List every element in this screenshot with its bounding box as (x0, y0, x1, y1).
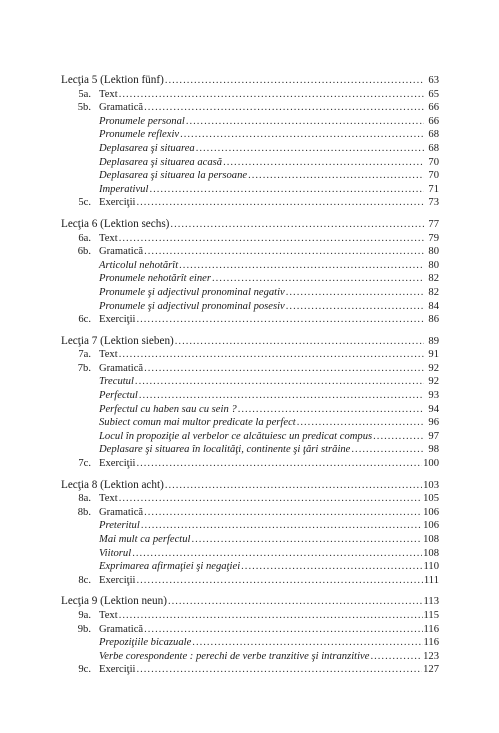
dot-leader (241, 560, 422, 574)
section-gap (61, 587, 439, 595)
toc-subsection-entry (61, 169, 439, 183)
toc-section-entry (61, 623, 439, 637)
toc-page-number: 80 (428, 246, 439, 258)
toc-page-number: 77 (428, 218, 439, 230)
toc-entry-number: 8c. (78, 574, 91, 586)
toc-page-number: 70 (428, 170, 439, 182)
toc-page-number: 66 (428, 115, 439, 127)
toc-entry-number: 8b. (77, 506, 91, 518)
toc-entry-title: Text (99, 609, 118, 621)
toc-subsection-entry (61, 183, 439, 197)
toc-subsection-entry (61, 416, 439, 430)
dot-leader (136, 313, 424, 327)
toc-entry-number: 7b. (77, 362, 91, 374)
dot-leader (144, 506, 422, 520)
toc-entry-number: 9b. (77, 623, 91, 635)
dot-leader (119, 232, 424, 246)
toc-page-number: 98 (428, 444, 439, 456)
toc-section-entry (61, 313, 439, 327)
toc-entry-title: Preteritul (99, 520, 140, 532)
toc-entry-title: Exprimarea afirmaţiei şi negaţiei (99, 561, 241, 573)
dot-leader (297, 416, 424, 430)
toc-subsection-entry (61, 142, 439, 156)
toc-subsection-entry (61, 389, 439, 403)
toc-entry-title: Lecţia 8 (Lektion acht) (61, 478, 164, 491)
dot-leader (136, 196, 424, 210)
toc-page-number: 123 (423, 650, 439, 662)
toc-page-number: 80 (428, 259, 439, 271)
dot-leader (119, 348, 424, 362)
toc-entry-title: Deplasarea şi situarea la persoane (99, 170, 248, 182)
toc-entry-title: Gramatică (99, 506, 144, 518)
toc-entry-title: Text (99, 88, 118, 100)
toc-entry-title: Lecţia 6 (Lektion sechs) (61, 217, 170, 230)
toc-entry-number: 8a. (78, 493, 91, 505)
toc-page-number: 105 (423, 493, 439, 505)
toc-entry-number: 7a. (78, 349, 91, 361)
toc-entry-number: 6a. (78, 232, 91, 244)
toc-page-number: 115 (423, 609, 439, 621)
dot-leader (165, 479, 422, 493)
toc-entry-title: Exerciţii (99, 574, 136, 586)
toc-page-number: 100 (423, 458, 439, 470)
dot-leader (170, 218, 424, 232)
toc-page-number: 94 (428, 403, 439, 415)
toc-entry-title: Exerciţii (99, 197, 136, 209)
toc-subsection-entry (61, 533, 439, 547)
dot-leader (139, 389, 424, 403)
toc-entry-title: Pronumele reflexiv (99, 129, 180, 141)
toc-entry-title: Viitorul (99, 547, 132, 559)
toc-page-number: 82 (428, 286, 439, 298)
dot-leader (135, 375, 424, 389)
toc-subsection-entry (61, 272, 439, 286)
toc-page-number: 92 (428, 362, 439, 374)
dot-leader (144, 362, 424, 376)
toc-entry-title: Perfectul cu haben sau cu sein ? (99, 403, 237, 415)
toc-page-number: 68 (428, 129, 439, 141)
toc-subsection-entry (61, 519, 439, 533)
toc-page-number: 113 (423, 596, 439, 608)
dot-leader (119, 492, 422, 506)
toc-entry-title: Gramatică (99, 246, 144, 258)
dot-leader (180, 128, 424, 142)
dot-leader (136, 574, 422, 588)
toc-page-number: 127 (423, 664, 439, 676)
toc-page-number: 93 (428, 390, 439, 402)
dot-leader (223, 156, 424, 170)
toc-page-number: 89 (428, 335, 439, 347)
toc-page-number: 96 (428, 417, 439, 429)
toc-entry-title: Exerciţii (99, 314, 136, 326)
toc-page-number: 84 (428, 300, 439, 312)
toc-subsection-entry (61, 443, 439, 457)
toc-page-number: 79 (428, 232, 439, 244)
toc-entry-title: Deplasare şi situarea în localităţi, continente şi ţări străine (99, 444, 351, 456)
toc-subsection-entry (61, 547, 439, 561)
toc-entry-title: Deplasarea şi situarea acasă (99, 156, 223, 168)
toc-section-entry (61, 232, 439, 246)
dot-leader (370, 650, 422, 664)
toc-entry-title: Pronumele personal (99, 115, 185, 127)
toc-entry-number: 9c. (78, 664, 91, 676)
toc-lesson-entry (61, 74, 439, 88)
dot-leader (119, 609, 423, 623)
toc-entry-number: 6b. (77, 246, 91, 258)
dot-leader (192, 636, 422, 650)
toc-entry-number: 7c. (78, 458, 91, 470)
toc-section-entry (61, 101, 439, 115)
toc-entry-number: 5b. (77, 102, 91, 114)
toc-entry-title: Mai mult ca perfectul (99, 534, 191, 545)
toc-page-number: 86 (428, 314, 439, 326)
toc-section-entry (61, 88, 439, 102)
toc-page-number: 106 (423, 506, 439, 518)
dot-leader (286, 300, 424, 314)
dot-leader (149, 183, 424, 197)
toc-section-entry (61, 574, 439, 588)
toc-subsection-entry (61, 636, 439, 650)
toc-entry-title: Subiect comun mai multor predicate la perfect (99, 417, 296, 429)
toc-entry-title: Locul în propoziţie al verbelor ce alcătuiesc un predicat compus (99, 430, 373, 442)
toc-entry-title: Perfectul (99, 390, 138, 402)
toc-entry-number: 6c. (78, 314, 91, 326)
toc-subsection-entry (61, 560, 439, 574)
toc-page-number: 91 (428, 349, 439, 361)
toc-page-number: 111 (423, 574, 439, 586)
toc-entry-title: Text (99, 493, 118, 505)
toc-lesson-entry (61, 479, 439, 493)
toc-entry-title: Exerciţii (99, 458, 136, 470)
toc-entry-title: Text (99, 232, 118, 244)
toc-section-entry (61, 492, 439, 506)
toc-subsection-entry (61, 259, 439, 273)
toc-subsection-entry (61, 650, 439, 664)
toc-page-number: 92 (428, 376, 439, 388)
toc-entry-number: 9a. (78, 609, 91, 621)
toc-entry-title: Gramatică (99, 362, 144, 374)
toc-page-number: 68 (428, 142, 439, 154)
toc-entry-number: 5c. (78, 197, 91, 209)
toc-entry-number: 5a. (78, 88, 91, 100)
toc-section-entry (61, 663, 439, 677)
toc-section-entry (61, 362, 439, 376)
toc-subsection-entry (61, 115, 439, 129)
dot-leader (351, 443, 424, 457)
toc-page-number: 82 (428, 273, 439, 285)
dot-leader (286, 286, 424, 300)
toc-section-entry (61, 245, 439, 259)
toc-section-entry (61, 348, 439, 362)
toc-section-entry (61, 457, 439, 471)
dot-leader (196, 142, 424, 156)
dot-leader (119, 88, 424, 102)
toc-entry-title: Lecţia 5 (Lektion fünf) (61, 74, 164, 86)
dot-leader (179, 259, 424, 273)
toc-subsection-entry (61, 403, 439, 417)
toc-entry-title: Gramatică (99, 623, 144, 635)
toc-subsection-entry (61, 286, 439, 300)
toc-entry-title: Deplasarea şi situarea (99, 142, 195, 154)
dot-leader (141, 519, 422, 533)
toc-page-number: 73 (428, 197, 439, 209)
toc-subsection-entry (61, 156, 439, 170)
toc-page-number: 106 (423, 520, 439, 532)
toc-subsection-entry (61, 375, 439, 389)
dot-leader (144, 623, 422, 637)
toc-entry-title: Imperativul (99, 183, 149, 195)
toc-entry-title: Exerciţii (99, 664, 136, 676)
toc-page-number: 70 (428, 156, 439, 168)
toc-entry-title: Pronumele nehotărît einer (99, 273, 211, 285)
toc-subsection-entry (61, 128, 439, 142)
toc-entry-title: Lecţia 9 (Lektion neun) (61, 595, 167, 608)
toc-page-number: 108 (423, 547, 439, 559)
toc-page-number: 71 (428, 183, 439, 195)
toc-entry-title: Verbe corespondente : perechi de verbe tranzitive şi intranzitive (99, 650, 370, 662)
toc-lesson-entry (61, 335, 439, 349)
dot-leader (175, 335, 424, 349)
toc-entry-title: Pronumele şi adjectivul pronominal posesiv (99, 300, 285, 312)
toc-lesson-entry (61, 218, 439, 232)
dot-leader (212, 272, 424, 286)
dot-leader (144, 245, 424, 259)
dot-leader (168, 595, 423, 609)
toc-subsection-entry (61, 300, 439, 314)
toc-entry-title: Articolul nehotărît (99, 259, 179, 271)
toc-entry-title: Lecţia 7 (Lektion sieben) (61, 334, 174, 347)
dot-leader (136, 663, 422, 677)
toc-subsection-entry (61, 430, 439, 444)
toc-page-number: 108 (423, 534, 439, 545)
toc-section-entry (61, 506, 439, 520)
dot-leader (373, 430, 424, 444)
toc-section-entry (61, 196, 439, 210)
dot-leader (238, 403, 424, 417)
dot-leader (144, 101, 424, 115)
toc-page-number: 110 (423, 561, 439, 573)
dot-leader (192, 533, 423, 547)
dot-leader (132, 547, 422, 561)
toc-entry-title: Prepoziţiile bicazuale (99, 637, 192, 649)
table-of-contents (61, 74, 439, 677)
toc-lesson-entry (61, 595, 439, 609)
toc-entry-title: Trecutul (99, 376, 134, 388)
toc-entry-title: Gramatică (99, 102, 144, 114)
section-gap (61, 471, 439, 479)
dot-leader (165, 74, 424, 88)
toc-entry-title: Text (99, 349, 118, 361)
dot-leader (248, 169, 424, 183)
toc-section-entry (61, 609, 439, 623)
toc-page-number: 116 (423, 637, 439, 649)
toc-page-number: 63 (428, 75, 439, 86)
dot-leader (136, 457, 422, 471)
toc-page-number: 97 (428, 430, 439, 442)
dot-leader (186, 115, 424, 129)
toc-page-number: 65 (428, 88, 439, 100)
toc-page-number: 66 (428, 102, 439, 114)
toc-page-number: 103 (423, 479, 439, 491)
toc-page-number: 116 (423, 623, 439, 635)
section-gap (61, 210, 439, 218)
section-gap (61, 327, 439, 335)
toc-entry-title: Pronumele şi adjectivul pronominal negativ (99, 286, 285, 298)
